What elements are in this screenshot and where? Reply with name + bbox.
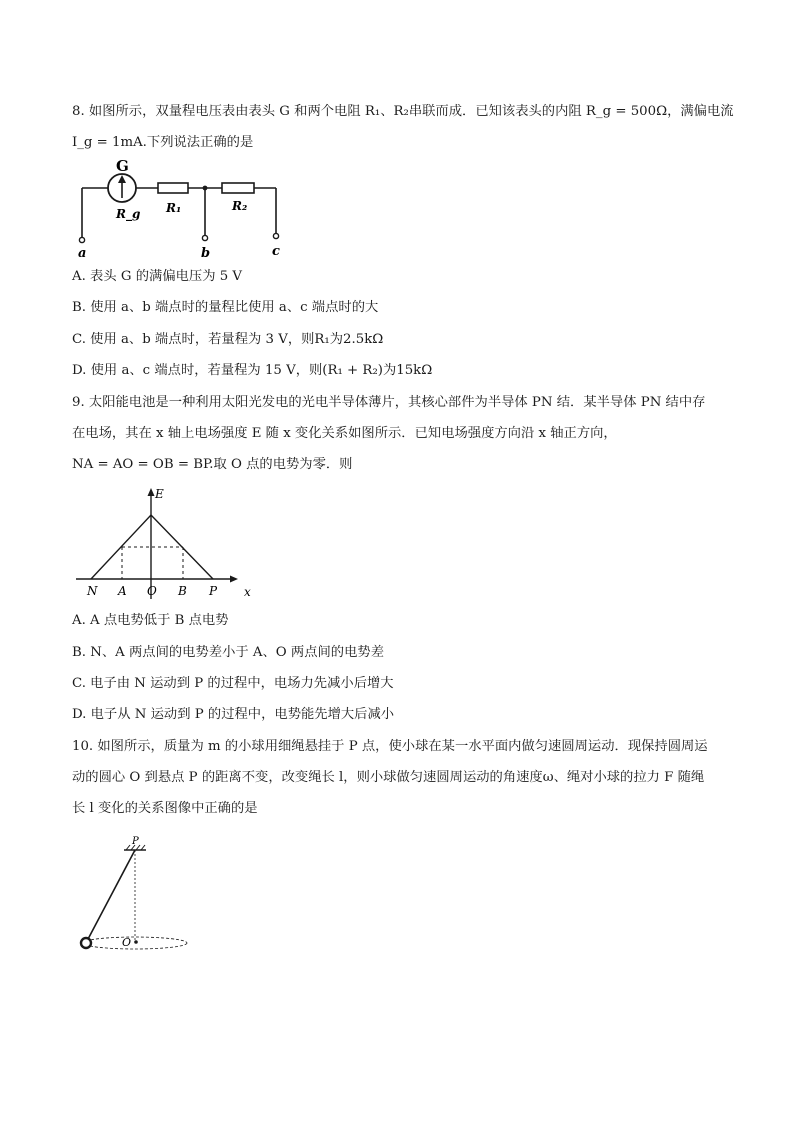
terminal-b-label: b: [201, 246, 211, 260]
string: [87, 850, 135, 941]
q9-option-d: D. 电子从 N 运动到 P 的过程中，电势能先增大后减小: [72, 707, 395, 722]
q10-conical-pendulum: [74, 832, 196, 956]
resistor-r1: [158, 183, 188, 193]
terminal-a-node: [79, 237, 84, 242]
q10-stem-line-3: 长 l 变化的关系图像中正确的是: [72, 801, 258, 816]
q8-circuit-diagram: [70, 158, 300, 260]
terminal-a-label: a: [78, 246, 87, 260]
r1-label: R₁: [166, 201, 182, 215]
terminal-b-node: [202, 235, 207, 240]
terminal-c-node: [273, 233, 278, 238]
q10-stem-line-1: 10. 如图所示，质量为 m 的小球用细绳悬挂于 P 点，使小球在某一水平面内做匀速圆周运动．现保持圆周运: [72, 739, 708, 754]
r2-label: R₂: [232, 199, 248, 213]
x-axis-label: x: [244, 585, 251, 599]
tick-label-p: P: [209, 584, 218, 598]
pivot-label: P: [132, 836, 139, 847]
e-axis-label: E: [155, 487, 164, 501]
q8-option-d: D. 使用 a、c 端点时，若量程为 15 V，则(R₁ + R₂)为15kΩ: [72, 363, 433, 378]
q8-stem-line-2: I_g = 1mA.下列说法正确的是: [72, 135, 254, 150]
q8-option-a: A. 表头 G 的满偏电压为 5 V: [72, 269, 243, 284]
tick-label-a: A: [118, 584, 127, 598]
q9-stem-line-2: 在电场，其在 x 轴上电场强度 E 随 x 变化关系如图所示．已知电场强度方向沿 x 轴正方向，: [72, 426, 617, 441]
q8-option-c: C. 使用 a、b 端点时，若量程为 3 V，则R₁为2.5kΩ: [72, 332, 384, 347]
resistor-r2: [222, 183, 254, 193]
rg-label: R_g: [116, 207, 141, 221]
q9-option-b: B. N、A 两点间的电势差小于 A、O 两点间的电势差: [72, 645, 384, 660]
terminal-c-label: c: [272, 244, 280, 259]
meter-label: G: [116, 158, 129, 175]
tick-label-b: B: [178, 584, 187, 598]
center-dot: [134, 940, 138, 944]
q9-option-c: C. 电子由 N 运动到 P 的过程中，电场力先减小后增大: [72, 676, 394, 691]
tick-label-n: N: [87, 584, 98, 598]
tick-label-o: O: [147, 584, 157, 598]
q9-field-graph: [70, 482, 260, 600]
q9-stem-line-1: 9. 太阳能电池是一种利用太阳光发电的光电半导体薄片，其核心部件为半导体 PN 结．某半导体 PN 结中存: [72, 395, 706, 410]
q8-option-b: B. 使用 a、b 端点时的量程比使用 a、c 端点时的大: [72, 300, 379, 315]
q8-stem-line-1: 8. 如图所示，双量程电压表由表头 G 和两个电阻 R₁、R₂串联而成．已知该表头的内阻 R_g = 500Ω，满偏电流: [72, 104, 734, 119]
q10-stem-line-2: 动的圆心 O 到悬点 P 的距离不变，改变绳长 l，则小球做匀速圆周运动的角速度ω、绳对小球的拉力 F 随绳: [72, 770, 705, 785]
center-label: O: [122, 936, 132, 949]
ball: [81, 938, 91, 948]
q9-stem-line-3: NA = AO = OB = BP.取 O 点的电势为零．则: [72, 457, 353, 472]
q9-option-a: A. A 点电势低于 B 点电势: [72, 613, 229, 628]
